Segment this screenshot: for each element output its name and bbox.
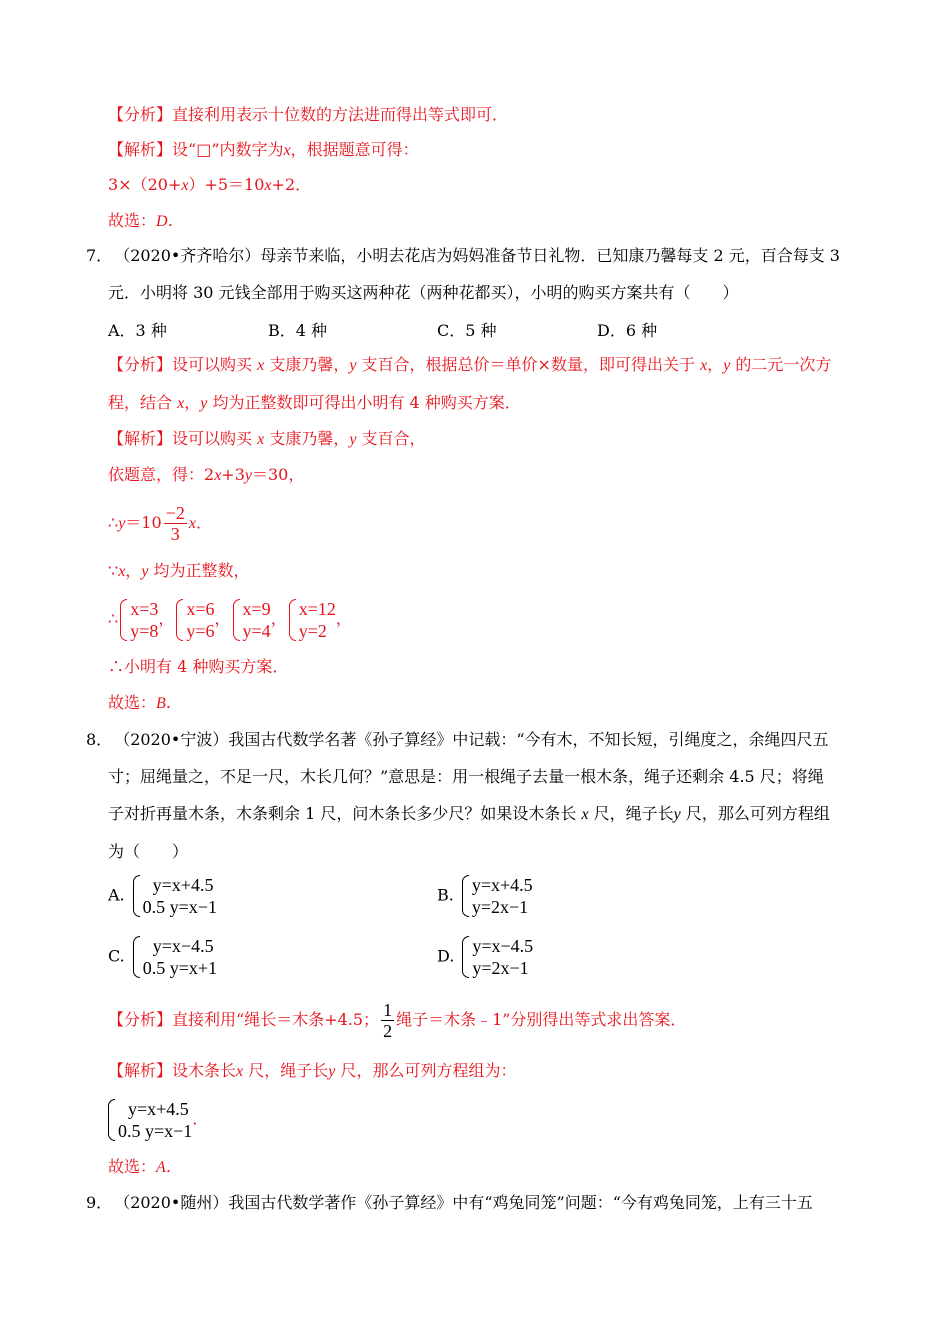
system-eq: 0.5 y=x+1 — [142, 958, 218, 978]
var-x: x — [118, 563, 126, 580]
question-number: 9． — [86, 1193, 113, 1212]
q7-solution-line3 — [108, 500, 212, 547]
system-eq: y=x+4.5 — [471, 875, 533, 895]
var-x: x — [257, 431, 265, 448]
system-eq: y=x+4.5 — [152, 875, 214, 895]
var-x: x — [236, 1063, 244, 1080]
equation-part: 3×（20+ — [108, 175, 182, 194]
analysis-tag: 【分析】 — [108, 355, 173, 374]
var-x: x — [257, 357, 265, 374]
q7-stem-line1 — [86, 244, 840, 268]
system-eq: 0.5 y=x−1 — [142, 897, 217, 917]
therefore-symbol: ∴ — [108, 609, 119, 628]
solution-text: ＝10 — [125, 513, 162, 532]
separator: ， — [214, 609, 231, 628]
system-eq: y=x−4.5 — [472, 936, 534, 956]
equation-part: +2． — [271, 175, 312, 194]
fraction — [164, 503, 187, 544]
q7-option-b: B．4 种 — [268, 321, 328, 340]
question-stem: 母亲节来临，小明去花店为妈妈准备节日礼物．已知康乃馨每支 2 元，百合每支 3 — [260, 246, 840, 265]
q8-option-a — [108, 874, 217, 918]
q7-solution-systems — [108, 594, 352, 644]
q9-stem-line1 — [86, 1191, 813, 1215]
equation-system — [460, 935, 533, 979]
system-eq: y=6 — [186, 620, 215, 641]
analysis-text: 支百合，根据总价＝单价×数量，即可得出关于 — [361, 355, 695, 374]
q6-answer — [108, 209, 184, 234]
answer-prefix: 故选： — [108, 693, 157, 712]
solution-tag: 【解析】 — [108, 140, 173, 159]
q8-stem-line1 — [86, 728, 829, 752]
question-stem: 我国古代数学名著《孙子算经》中记载：“今有木，不知长短，引绳度之，余绳四尺五 — [228, 730, 829, 749]
var-x: x — [283, 142, 291, 159]
var-x: x — [264, 177, 272, 194]
equation-system — [460, 874, 533, 918]
var-y: y — [118, 515, 126, 532]
fraction-numerator: 1 — [383, 1000, 393, 1020]
analysis-text: ， — [184, 393, 201, 412]
var-y: y — [244, 467, 252, 484]
var-x: x — [214, 467, 222, 484]
system-eq: x=3 — [130, 598, 159, 619]
solution-text: 尺，绳子长 — [248, 1061, 329, 1080]
because-symbol: ∵ — [108, 561, 119, 580]
var-y: y — [328, 1063, 336, 1080]
system-eq: x=6 — [186, 598, 215, 619]
equation-system — [174, 598, 214, 642]
var-y: y — [349, 357, 357, 374]
system-eq: x=12 — [298, 598, 336, 619]
system-eq: y=x+4.5 — [128, 1098, 189, 1119]
analysis-text: 支康乃馨， — [269, 355, 350, 374]
analysis-text: 程，结合 — [108, 393, 173, 412]
q8-stem-line3 — [108, 802, 830, 827]
system-eq: y=x−4.5 — [152, 936, 214, 956]
option-label: C. — [108, 946, 125, 966]
q7-analysis-line1 — [108, 353, 831, 378]
fraction-denominator: 2 — [383, 1021, 393, 1041]
period: ． — [192, 1109, 209, 1128]
solution-text: ， — [125, 561, 142, 580]
equation-system — [131, 874, 217, 918]
q7-solution-line2 — [108, 463, 304, 488]
q8-solution — [108, 1059, 516, 1084]
solution-text: ＝30， — [252, 465, 305, 484]
equation-part: ）+5＝10 — [188, 175, 265, 194]
analysis-text: ， — [707, 355, 724, 374]
separator: ， — [158, 609, 175, 628]
var-x: x — [700, 357, 708, 374]
equation-system — [287, 598, 336, 642]
option-label: D. — [437, 946, 455, 966]
q8-option-b — [437, 874, 533, 918]
system-eq: y=2 — [298, 620, 327, 641]
analysis-text: 均为正整数即可得出小明有 4 种购买方案． — [212, 393, 521, 412]
question-stem: 子对折再量木条，木条剩余 1 尺，问木条长多少尺？如果设木条长 — [108, 804, 577, 823]
solution-text: 依题意，得：2 — [108, 465, 215, 484]
equation-system — [118, 598, 158, 642]
question-source: （2020•齐齐哈尔） — [122, 246, 261, 265]
system-eq: y=2x−1 — [471, 897, 529, 917]
q7-conclusion: ∴小明有 4 种购买方案． — [108, 657, 289, 676]
fraction-numerator: −2 — [165, 503, 185, 523]
q8-answer — [108, 1155, 182, 1180]
analysis-text: 绳子＝木条﹣1”分别得出等式求出答案． — [396, 1010, 687, 1029]
q8-stem-line2: 寸；屈绳量之，不足一尺，木长几何？”意思是：用一根绳子去量一根木条，绳子还剩余 4.5 尺；将绳 — [108, 767, 824, 786]
q7-option-a: A．3 种 — [108, 321, 167, 340]
question-source: （2020•随州） — [122, 1193, 229, 1212]
analysis-text: 直接利用表示十位数的方法进而得出等式即可． — [172, 105, 509, 124]
question-stem: 我国古代数学著作《孙子算经》中有“鸡兔同笼”问题：“今有鸡兔同笼，上有三十五 — [228, 1193, 813, 1212]
equation-system — [106, 1098, 192, 1142]
equation-system — [131, 935, 217, 979]
q7-solution-line4 — [108, 559, 250, 584]
q8-option-d — [437, 935, 533, 979]
q7-answer — [108, 691, 182, 716]
solution-text: 支康乃馨， — [269, 429, 350, 448]
var-y: y — [349, 431, 357, 448]
q8-analysis — [108, 997, 686, 1043]
q8-stem-line4: 为（ ） — [108, 842, 189, 861]
option-label: A. — [108, 885, 125, 905]
system-eq: y=4 — [242, 620, 271, 641]
solution-text: ． — [195, 513, 212, 532]
solution-text: +3 — [221, 465, 245, 484]
question-number: 7． — [86, 246, 113, 265]
var-y: y — [673, 806, 681, 823]
var-y: y — [141, 563, 149, 580]
question-stem: 尺，那么可列方程组 — [685, 804, 830, 823]
separator: ， — [270, 609, 287, 628]
answer-prefix: 故选： — [108, 211, 157, 230]
answer-prefix: 故选： — [108, 1157, 157, 1176]
solution-text: ，根据题意可得： — [290, 140, 419, 159]
therefore-symbol: ∴ — [108, 513, 119, 532]
question-stem: 尺，绳子长 — [593, 804, 674, 823]
q6-equation — [108, 173, 311, 198]
q8-solution-system — [106, 1094, 208, 1144]
analysis-tag: 【分析】 — [108, 105, 173, 124]
separator: ， — [335, 609, 352, 628]
q7-option-c: C．5 种 — [437, 321, 497, 340]
solution-text: 设木条长 — [172, 1061, 237, 1080]
system-eq: y=2x−1 — [472, 958, 529, 978]
analysis-tag: 【分析】 — [108, 1010, 173, 1029]
analysis-text: 直接利用“绳长＝木条+4.5； — [172, 1010, 380, 1029]
q7-stem-line2: 元．小明将 30 元钱全部用于购买这两种花（两种花都买），小明的购买方案共有（ ） — [108, 283, 739, 302]
solution-tag: 【解析】 — [108, 429, 173, 448]
option-label: B. — [437, 885, 454, 905]
system-eq: x=9 — [242, 598, 271, 619]
var-x: x — [181, 177, 189, 194]
q7-option-d: D．6 种 — [597, 321, 658, 340]
equation-system — [231, 598, 271, 642]
var-x: x — [177, 395, 185, 412]
answer-value: A． — [156, 1159, 182, 1176]
system-eq: y=8 — [130, 620, 159, 641]
answer-value: D． — [156, 213, 184, 230]
solution-text: 设“□”内数字为 — [172, 140, 284, 159]
solution-text: 均为正整数， — [153, 561, 250, 580]
fraction-half — [381, 1000, 394, 1041]
analysis-text: 的二元一次方 — [735, 355, 832, 374]
system-eq: 0.5 y=x−1 — [118, 1120, 193, 1141]
solution-text: 支百合， — [361, 429, 426, 448]
q7-solution-line1 — [108, 427, 426, 452]
solution-text: 设可以购买 — [172, 429, 253, 448]
q6-solution — [108, 138, 419, 163]
solution-tag: 【解析】 — [108, 1061, 173, 1080]
var-y: y — [723, 357, 731, 374]
question-number: 8． — [86, 730, 113, 749]
q7-analysis-line2 — [108, 391, 521, 416]
answer-value: B． — [156, 695, 182, 712]
analysis-text: 设可以购买 — [172, 355, 253, 374]
fraction-denominator: 3 — [170, 524, 180, 544]
var-x: x — [188, 515, 196, 532]
var-y: y — [200, 395, 208, 412]
q8-option-c — [108, 935, 217, 979]
q6-analysis — [108, 103, 508, 127]
var-x: x — [581, 806, 589, 823]
question-source: （2020•宁波） — [122, 730, 229, 749]
solution-text: 尺，那么可列方程组为： — [340, 1061, 517, 1080]
